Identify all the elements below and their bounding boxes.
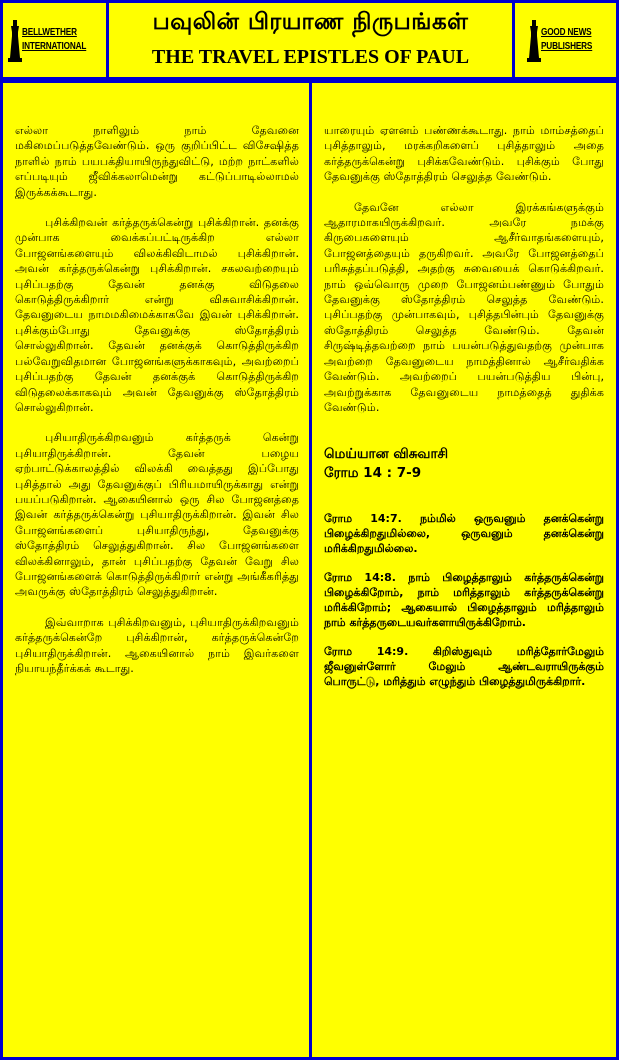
logo-line-1: GOOD NEWS <box>541 27 592 38</box>
paragraph: புசியாதிருக்கிறவனும் கர்த்தருக் கென்று புசியாதிருக்கிறான். தேவன் பழைய ஏற்பாட்டுக்காலத்தில் விலக்கி வைத்தது இப்போது புசித்தால் அது தேவனுக்குப் பிரியமாயிருக்காது என்று பயப்படுகிறான். ஆகையினால் ஒரு சில போஜனத்தை இவன் கர்த்தருக்கென்று புசியாதிருக்கிறான். இவன் சில போஜனங்களைப் புசியாதிருந்து, தேவனுக்கு ஸ்தோத்திரம் செலுத்துகிறான். சில போஜனங்களை விலக்கினாலும், தான் புசிப்பதற்கு தேவன் வேறு சில போஜனங்களைக் கொடுத்திருக்கிறார் என்று அங்கீகரித்து அவருக்கு ஸ்தோத்திரம் செலுத்துகிறான். <box>15 431 299 599</box>
section-title-line-2: ரோம 14 : 7-9 <box>324 465 422 482</box>
logo-line-2: INTERNATIONAL <box>22 41 87 52</box>
page-title-english: THE TRAVEL EPISTLES OF PAUL <box>151 46 470 68</box>
verse: ரோம 14:9. கிறிஸ்துவும் மரித்தோர்மேலும் ஜீவனுள்ளோர் மேலும் ஆண்டவராயிருக்கும் பொருட்டு, மரித்தும் எழுந்தும் பிழைத்துமிருக்கிறார். <box>324 645 604 689</box>
logo-line-2: PUBLISHERS <box>541 41 593 52</box>
good-news-logo <box>515 3 616 77</box>
logo-line-1: BELLWETHER <box>22 27 78 38</box>
header <box>0 0 619 80</box>
paragraph: தேவனே எல்லா இரக்கங்களுக்கும் ஆதாரமாகயிருக்கிறவர். அவரே நமக்கு கிருபைகளையும் ஆசீர்வாதங்களையும், போஜனத்தையும் தருகிறவர். அவரே போஜனத்தைப் பரிசுத்தப்படுத்தி, அதற்கு சுவையைக் கொடுக்கிறவர். நாம் ஒவ்வொரு முறை போஜனம்பண்ணும் போதும் தேவனுக்கு ஸ்தோத்திரம் செலுத்த வேண்டும். புசிப்பதற்கு முன்பாகவும், புசித்தபின்பும் தேவனுக்கு ஸ்தோத்திரம் செலுத்த வேண்டும். தேவன் சிருஷ்டித்தவற்றை நாம் பயன்படுத்துவதற்கு முன்பாக அவற்றை தேவனுடைய நாமத்தினால் ஆசீர்வதிக்க வேண்டும். அவற்றைப் பயன்படுத்திய பின்பு, அவற்றுக்காக தேவனுடைய நாமத்தைத் துதிக்க வேண்டும். <box>324 200 604 414</box>
section-title-line-1: மெய்யான விசுவாசி <box>324 446 449 463</box>
paragraph: இவ்வாறாக புசிக்கிறவனும், புசியாதிருக்கிறவனும் கர்த்தருக்கென்றே புசிக்கிறான், கர்த்தருக்கென்றே புசியாதிருக்கிறான். ஆகையினால் நாம் இவர்களை நியாயந்தீர்க்கக் கூடாது. <box>15 615 299 675</box>
paragraph: எல்லா நாளிலும் நாம் தேவனை மகிமைப்படுத்தவேண்டும். ஒரு குறிப்பிட்ட விசேஷித்த நாளில் நாம் பயபக்தியாயிருந்துவிட்டு, மற்ற நாட்களில் எப்படியும் ஜீவிக்கலாமென்று கட்டுப்பாடில்லாமல் இருக்கக்கூடாது. <box>15 124 299 199</box>
paragraph: புசிக்கிறவன் கர்த்தருக்கென்று புசிக்கிறான். தனக்கு முன்பாக வைக்கப்பட்டிருக்கிற எல்லா போஜனங்களையும் விலக்கிவிடாமல் புசிக்கிறான். அவன் கர்த்தருக்கென்று புசிக்கிறான். சகலவற்றையும் புசிப்பதற்கு தேவன் தனக்கு விடுதலை கொடுத்திருக்கிறார் என்று விசுவாசிக்கிறான். தேவனுடைய நாமமகிமைக்காகவே இவன் புசிக்கிறான். புசிக்கும்போது தேவனுக்கு ஸ்தோத்திரம் சொல்லுகிறான். தேவன் தனக்குக் கொடுத்திருக்கிற பல்வேறுவிதமான போஜனங்களுக்காகவும், அவற்றைப் புசிப்பதற்கு தேவன் தனக்குக் கொடுத்திருக்கிற விடுதலைக்காகவும் அவன் தேவனுக்கு ஸ்தோத்திரம் சொல்லுகிறான். <box>15 216 299 414</box>
logo-text <box>22 26 86 54</box>
verse: ரோம 14:7. நம்மில் ஒருவனும் தனக்கென்று பிழைக்கிறதுமில்லை, ஒருவனும் தனக்கென்று மரிக்கிறதுமில்லை. <box>324 512 604 556</box>
section-title <box>324 445 604 483</box>
tower-icon <box>527 18 541 62</box>
title-box <box>109 3 512 77</box>
logo-text <box>541 26 592 54</box>
tower-icon <box>8 18 22 62</box>
paragraph: யாரையும் ஏளனம் பண்ணக்கூடாது. நாம் மாம்சத்தைப் புசித்தாலும், மரக்கறிகளைப் புசித்தாலும் அதை கர்த்தருக்கென்று புசிக்கவேண்டும். புசிக்கும் போது தேவனுக்கு ஸ்தோத்திரம் செலுத்த வேண்டும். <box>324 124 604 184</box>
page-title-tamil: பவுலின் பிரயாண நிருபங்கள் <box>152 9 469 35</box>
bellwether-logo <box>3 3 106 77</box>
verse: ரோம 14:8. நாம் பிழைத்தாலும் கர்த்தருக்கென்று பிழைக்கிறோம், நாம் மரித்தாலும் கர்த்தருக்கென்று மரிக்கிறோம்; ஆகையால் பிழைத்தாலும் மரித்தாலும் நாம் கர்த்தருடையவர்களாயிருக்கிறோம். <box>324 571 604 630</box>
right-column <box>312 83 616 1057</box>
left-column <box>3 83 309 1057</box>
